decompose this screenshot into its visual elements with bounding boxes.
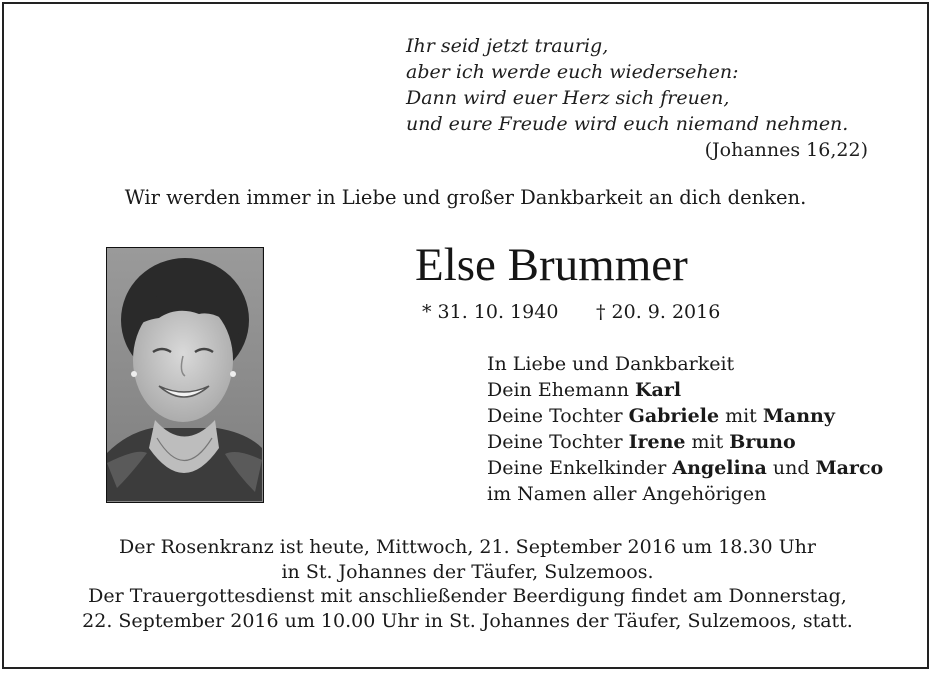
service-line: 22. September 2016 um 10.00 Uhr in St. Johannes der Täufer, Sulzemoos, statt. [82, 609, 853, 632]
mourner-joiner: und [766, 457, 816, 479]
mourner-name: Angelina [672, 457, 767, 479]
portrait-photo [106, 247, 264, 503]
mourner-name: Irene [628, 431, 686, 453]
birth-date: * 31. 10. 1940 [422, 301, 559, 323]
dedication-text [0, 186, 935, 209]
mourner-line [487, 403, 883, 429]
mourner-name: Gabriele [628, 405, 720, 427]
service-line: in St. Johannes der Täufer, Sulzemoos. [281, 560, 654, 583]
mourner-joiner: mit [719, 405, 763, 427]
death-date: † 20. 9. 2016 [596, 301, 721, 323]
mourners-list [487, 351, 883, 507]
mourners-intro: In Liebe und Dankbarkeit [487, 353, 735, 375]
deceased-name: Else Brummer [415, 239, 688, 291]
mourner-name: Marco [815, 457, 884, 479]
portrait-image [107, 248, 262, 501]
verse-line: aber ich werde euch wiedersehen: [406, 61, 739, 83]
mourner-joiner: mit [685, 431, 730, 453]
mourner-name: Manny [762, 405, 835, 427]
mourner-line [487, 429, 883, 455]
service-line: Der Trauergottesdienst mit anschließender Beerdigung findet am Donnerstag, [88, 585, 847, 607]
verse-line: Ihr seid jetzt traurig, [406, 35, 609, 57]
mourner-line [487, 377, 883, 403]
mourner-relation: Deine Tochter [487, 405, 629, 427]
dedication-line: Wir werden immer in Liebe und großer Dankbarkeit an dich denken. [124, 186, 807, 209]
mourner-line [487, 455, 883, 481]
service-info [0, 535, 935, 633]
service-line: Der Rosenkranz ist heute, Mittwoch, 21. September 2016 um 18.30 Uhr [119, 536, 816, 558]
mourner-name: Bruno [729, 431, 796, 453]
bible-verse [406, 33, 868, 163]
life-dates [422, 301, 721, 323]
verse-line: und eure Freude wird euch niemand nehmen. [406, 113, 849, 135]
mourner-relation: Deine Enkelkinder [487, 457, 673, 479]
verse-reference: (Johannes 16,22) [704, 139, 868, 161]
verse-line: Dann wird euer Herz sich freuen, [406, 87, 730, 109]
mourner-relation: Dein Ehemann [487, 379, 636, 401]
mourners-outro: im Namen aller Angehörigen [487, 483, 767, 505]
mourner-relation: Deine Tochter [487, 431, 629, 453]
mourner-name: Karl [635, 379, 682, 401]
